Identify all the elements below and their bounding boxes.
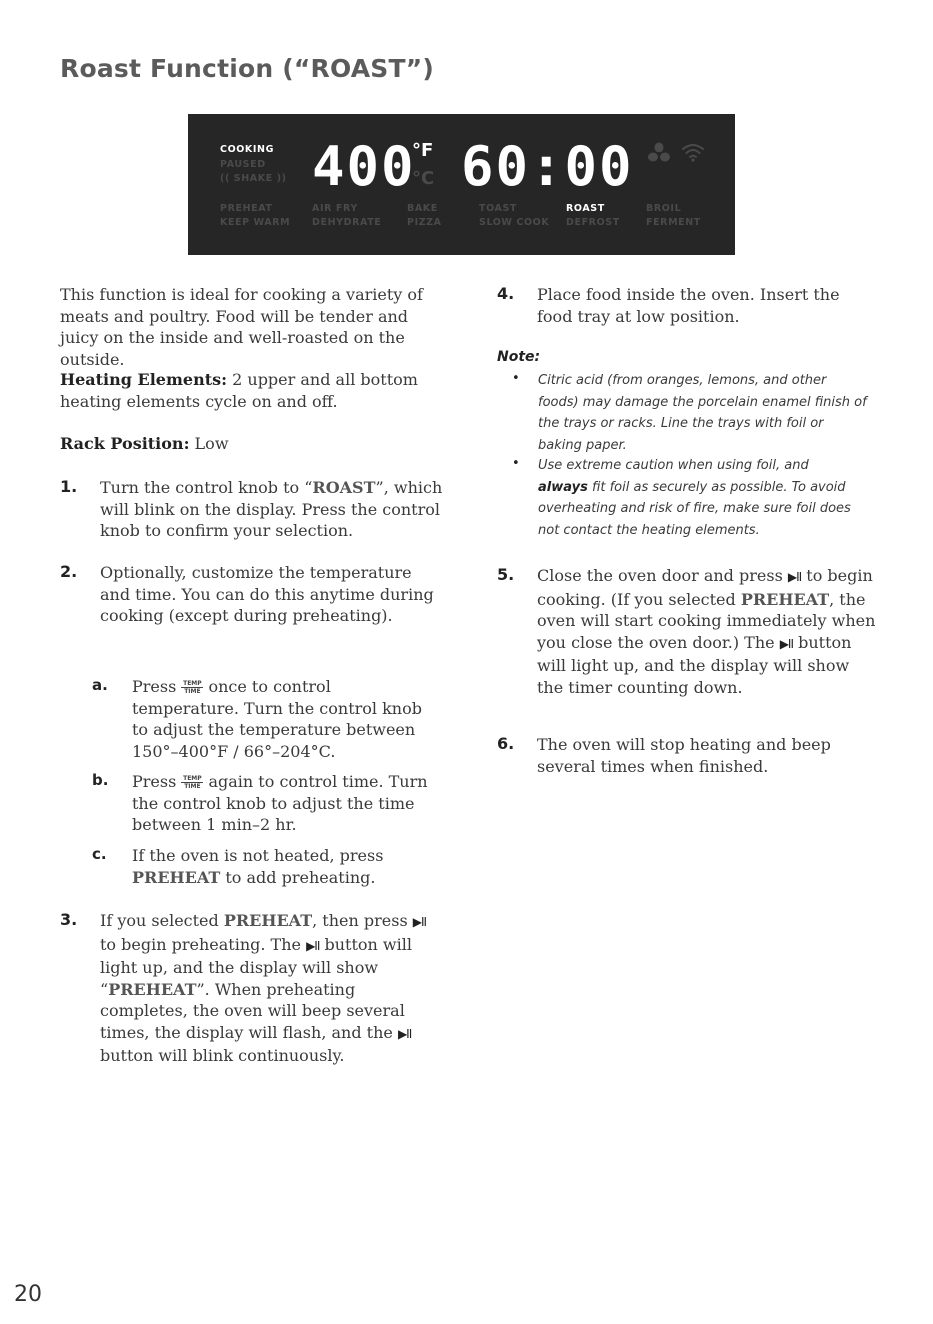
note-bullet: • xyxy=(512,371,520,386)
func-slow-cook: SLOW COOK xyxy=(479,217,550,228)
step-2b-text: Press TEMP TIME again to control time. Turn the control knob to adjust the time between 1 min–2 hr. xyxy=(132,772,428,834)
roast-keyword: ROAST xyxy=(312,478,376,497)
preheat-keyword: PREHEAT xyxy=(132,867,221,887)
intro-description: This function is ideal for cooking a variety of meats and poultry. Food will be tender and juicy on the inside and well-roasted on the outside. xyxy=(60,285,423,369)
step-3-text: If you selected PREHEAT, then press ▶II to begin preheating. The ▶II button will light up, and the display will show “PREHEAT”. When preheating completes, the oven will beep several times, the display will flash, and the ▶II button will blink continuously. xyxy=(100,911,427,1065)
func-pizza: PIZZA xyxy=(407,217,442,228)
step-2c-label: c. xyxy=(92,845,107,863)
step-6-number: 6. xyxy=(497,734,515,753)
step-2b-label: b. xyxy=(92,771,109,789)
rack-position-label: Rack Position: xyxy=(60,434,190,453)
temperature-display: 400 xyxy=(312,135,416,198)
func-ferment: FERMENT xyxy=(646,217,701,228)
note-bullet: • xyxy=(512,456,520,471)
play-pause-icon: ▶II xyxy=(779,636,794,651)
rack-position-text: Low xyxy=(189,434,229,453)
temp-time-button-icon: TEMP TIME xyxy=(183,775,202,790)
preheat-keyword: PREHEAT xyxy=(108,979,197,999)
func-dehydrate: DEHYDRATE xyxy=(312,217,382,228)
temp-time-button-icon: TEMP TIME xyxy=(183,680,202,695)
status-shake: (( SHAKE )) xyxy=(220,173,287,184)
step-2-text: Optionally, customize the temperature and time. You can do this anytime during cooking (except during preheating). xyxy=(100,563,434,625)
func-air-fry: AIR FRY xyxy=(312,203,358,214)
always-keyword: always xyxy=(538,479,588,495)
step-2a-text: Press TEMP TIME once to control temperature. Turn the control knob to adjust the temperature between 150°–400°F / 66°–204°C. xyxy=(132,677,422,761)
step-1-text: Turn the control knob to “ROAST”, which will blink on the display. Press the control knob to confirm your selection. xyxy=(100,478,443,540)
step-2c-text: If the oven is not heated, press PREHEAT to add preheating. xyxy=(132,846,384,887)
func-broil: BROIL xyxy=(646,203,682,214)
heating-elements xyxy=(60,369,430,412)
play-pause-icon: ▶II xyxy=(787,570,802,584)
unit-celsius: °C xyxy=(412,168,435,189)
step-3-number: 3. xyxy=(60,910,78,929)
play-pause-icon: ▶II xyxy=(306,938,320,953)
step-1-number: 1. xyxy=(60,477,78,496)
step-5-number: 5. xyxy=(497,565,515,584)
wifi-icon xyxy=(681,142,705,162)
play-pause-icon: ▶II xyxy=(397,1026,412,1041)
heating-elements-text: 2 upper and all bottom heating elements cycle on and off. xyxy=(60,370,418,411)
func-roast: ROAST xyxy=(566,203,605,214)
page-title: Roast Function (“ROAST”) xyxy=(60,54,435,83)
fan-icon xyxy=(648,142,670,164)
note-heading: Note: xyxy=(497,349,541,365)
func-keep-warm: KEEP WARM xyxy=(220,217,291,228)
time-display: 60:00 xyxy=(461,135,634,198)
func-defrost: DEFROST xyxy=(566,217,620,228)
status-paused: PAUSED xyxy=(220,159,266,170)
step-2a-label: a. xyxy=(92,676,108,694)
step-2-number: 2. xyxy=(60,562,78,581)
step-4-text: Place food inside the oven. Insert the food tray at low position. xyxy=(537,285,840,326)
status-cooking: COOKING xyxy=(220,144,274,155)
play-pause-icon: ▶II xyxy=(412,915,427,929)
oven-display-panel xyxy=(188,114,735,255)
step-6-text: The oven will stop heating and beep several times when finished. xyxy=(537,735,831,776)
page-number: 20 xyxy=(14,1282,42,1307)
preheat-keyword: PREHEAT xyxy=(740,589,830,609)
func-toast: TOAST xyxy=(479,203,517,214)
unit-fahrenheit: °F xyxy=(412,140,434,161)
rack-position xyxy=(60,433,430,455)
note-item-citric-acid: Citric acid (from oranges, lemons, and other foods) may damage the porcelain enamel finish of the trays or racks. Line the trays with foil or baking paper. xyxy=(538,373,867,453)
preheat-keyword: PREHEAT xyxy=(223,911,313,930)
step-5-text: Close the oven door and press ▶II to begin cooking. (If you selected PREHEAT, the oven will start cooking immediately when you close the oven door.) The ▶II button will light up, and the display will show the timer counting down. xyxy=(537,566,876,697)
note-item-foil: Use extreme caution when using foil, and always fit foil as securely as possible. To avoid overheating and risk of fire, make sure foil does not contact the heating elements. xyxy=(538,458,851,538)
heating-elements-label: Heating Elements: xyxy=(60,370,228,389)
step-4-number: 4. xyxy=(497,284,515,303)
func-preheat: PREHEAT xyxy=(220,203,273,214)
func-bake: BAKE xyxy=(407,203,438,214)
